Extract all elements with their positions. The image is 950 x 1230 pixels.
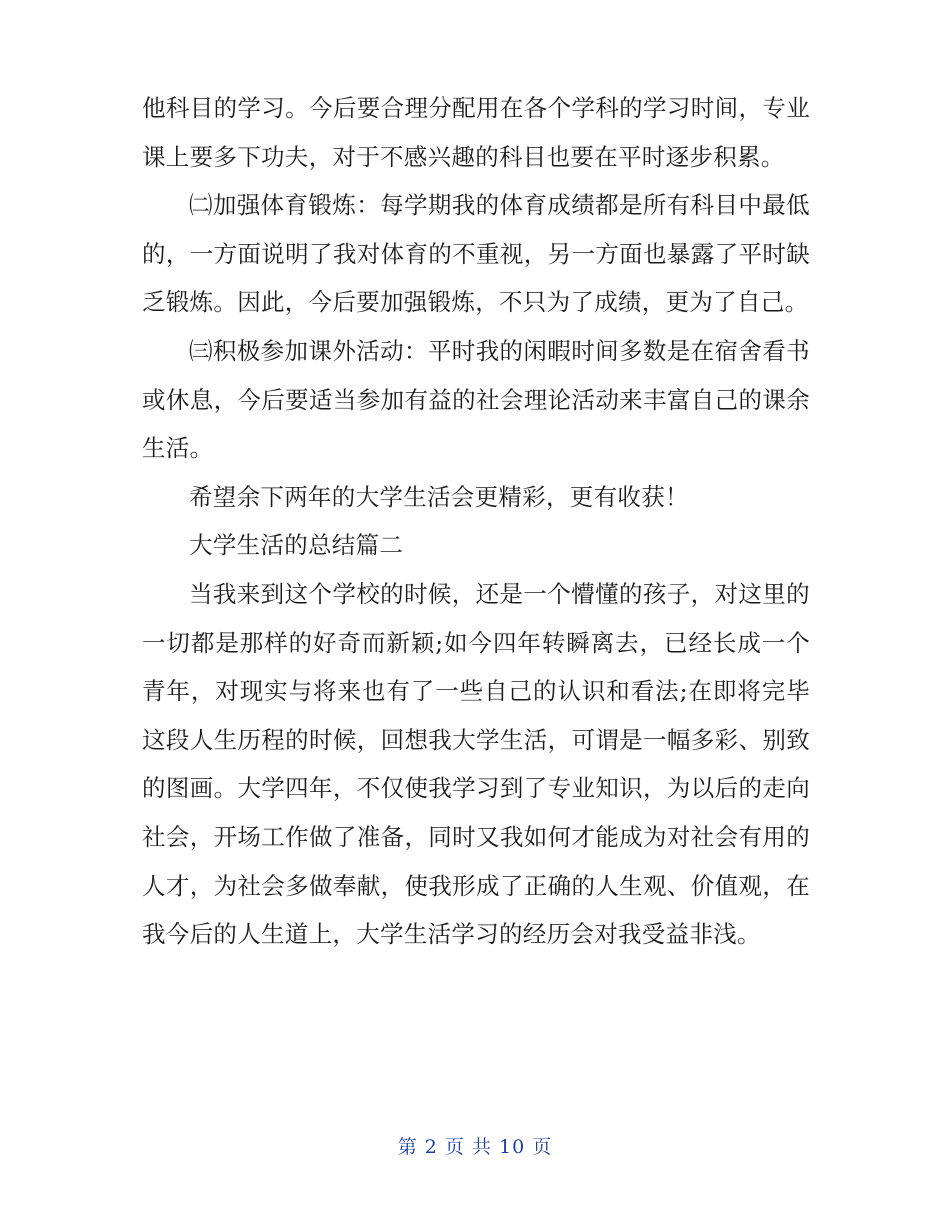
paragraph-hope: 希望余下两年的大学生活会更精彩，更有收获！ — [189, 482, 689, 511]
section-heading: 大学生活的总结篇二 — [189, 531, 404, 560]
document-body — [142, 84, 810, 959]
paragraph-physical-exercise: ㈡加强体育锻炼：每学期我的体育成绩都是所有科目中最低的，一方面说明了我对体育的不重视，另一方面也暴露了平时缺乏锻炼。因此，今后要加强锻炼，不只为了成绩，更为了自己。 — [142, 191, 810, 317]
page-number-footer: 第 2 页 共 10 页 — [397, 1136, 553, 1158]
paragraph-continuation: 他科目的学习。今后要合理分配用在各个学科的学习时间，专业课上要多下功夫，对于不感兴趣的科目也要在平时逐步积累。 — [142, 94, 810, 171]
paragraph-reflection: 当我来到这个学校的时候，还是一个懵懂的孩子，对这里的一切都是那样的好奇而新颖;如今四年转瞬离去，已经长成一个青年，对现实与将来也有了一些自己的认识和看法;在即将完毕这段人生历程的时候，回想我大学生活，可谓是一幅多彩、别致的图画。大学四年，不仅使我学习到了专业知识，为以后的走向社会，开场工作做了准备，同时又我如何才能成为对社会有用的人才，为社会多做奉献，使我形成了正确的人生观、价值观，在我今后的人生道上，大学生活学习的经历会对我受益非浅。 — [142, 579, 810, 949]
paragraph-extracurricular: ㈢积极参加课外活动：平时我的闲暇时间多数是在宿舍看书或休息，今后要适当参加有益的社会理论活动来丰富自己的课余生活。 — [142, 336, 810, 463]
